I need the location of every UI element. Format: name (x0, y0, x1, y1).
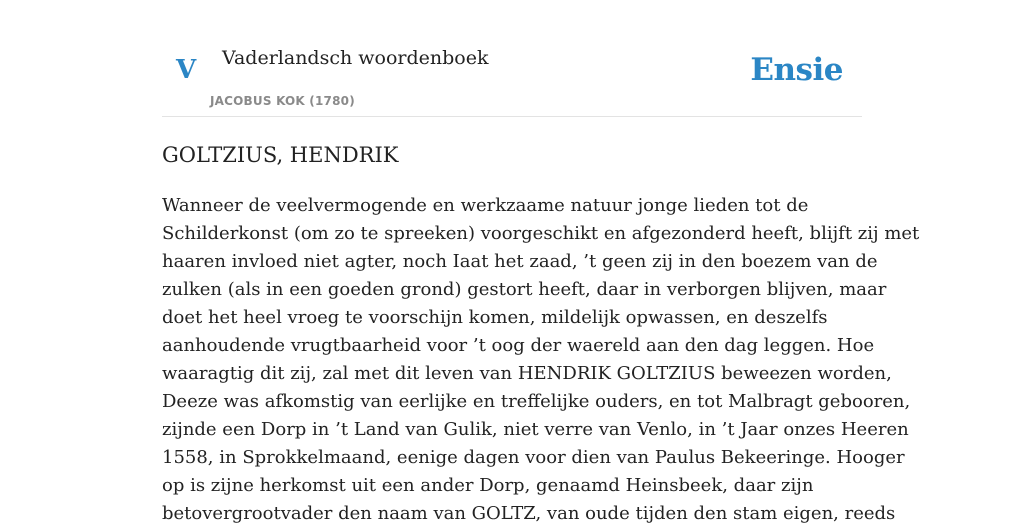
book-author: JACOBUS KOK (1780) (210, 94, 355, 108)
entry-line: waaragtig dit zij, zal met dit leven van HENDRIK GOLTZIUS beweezen worden, (162, 363, 892, 384)
entry-line: Schilderkonst (om zo te spreeken) voorgeschikt en afgezonderd heeft, blijft zij met (162, 223, 920, 244)
ensie-logo[interactable]: Ensie (750, 52, 843, 88)
book-title[interactable]: Vaderlandsch woordenboek (222, 47, 489, 69)
entry-line: betovergrootvader den naam van GOLTZ, van oude tijden den stam eigen, reeds (162, 503, 896, 524)
book-letter-badge: V (176, 55, 197, 85)
entry-line: doet het heel vroeg te voorschijn komen, mildelijk opwassen, en deszelfs (162, 307, 828, 328)
entry-body (162, 192, 920, 528)
entry-line: haaren invloed niet agter, noch Iaat het zaad, ’t geen zij in den boezem van de (162, 251, 878, 272)
page-header (162, 0, 862, 117)
entry-line: op is zijne herkomst uit een ander Dorp, genaamd Heinsbeek, daar zijn (162, 475, 814, 496)
entry-line: zulken (als in een goeden grond) gestort heeft, daar in verborgen blijven, maar (162, 279, 887, 300)
entry-line: aanhoudende vrugtbaarheid voor ’t oog der waereld aan den dag leggen. Hoe (162, 335, 875, 356)
entry-title: GOLTZIUS, HENDRIK (162, 143, 399, 167)
entry-line: Deeze was afkomstig van eerlijke en treffelijke ouders, en tot Malbragt gebooren, (162, 391, 911, 412)
entry-line: zijnde een Dorp in ’t Land van Gulik, niet verre van Venlo, in ’t Jaar onzes Heeren (162, 419, 909, 440)
entry-line: 1558, in Sprokkelmaand, eenige dagen voor dien van Paulus Bekeeringe. Hooger (162, 447, 905, 468)
entry-line: Wanneer de veelvermogende en werkzaame natuur jonge lieden tot de (162, 195, 809, 216)
